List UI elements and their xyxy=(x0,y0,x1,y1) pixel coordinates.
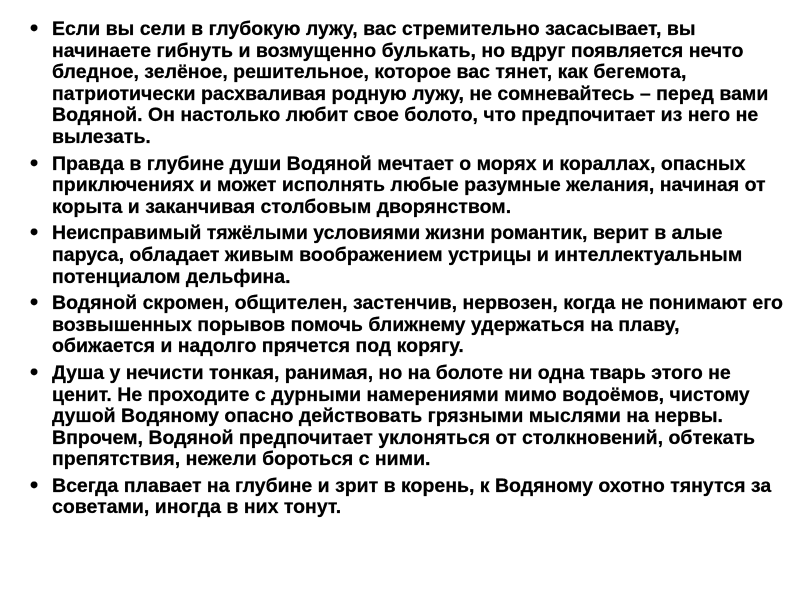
paragraph-text: Водяной скромен, общителен, застенчив, нервозен, когда не понимают его возвышенных порывов помочь ближнему удержаться на плаву, обижается и надолго прячется под корягу. xyxy=(52,292,783,358)
bullet-point-icon: • xyxy=(28,222,41,245)
list-item xyxy=(28,363,783,471)
bullet-point-icon: • xyxy=(28,18,41,40)
paragraph-text: Неисправимый тяжёлыми условиями жизни романтик, верит в алые паруса, обладает живым воображением устрицы и интеллектуальным потенциалом дельфина. xyxy=(52,222,743,288)
bullet-point-icon: • xyxy=(28,474,41,497)
bullet-point-icon: • xyxy=(28,292,41,315)
paragraph-text: Всегда плавает на глубине и зрит в корень, к Водяному охотно тянутся за советами, иногда в них тонут. xyxy=(52,474,772,519)
bullet-list xyxy=(28,19,783,524)
bullet-point-icon: • xyxy=(28,152,41,175)
list-item xyxy=(28,223,783,288)
list-item xyxy=(28,293,783,358)
paragraph-text: Правда в глубине души Водяной мечтает о морях и кораллах, опасных приключениях и может исполнять любые разумные желания, начиная от корыта и заканчивая столбовым дворянством. xyxy=(52,152,766,218)
bullet-point-icon: • xyxy=(28,361,41,384)
paragraph-text: Если вы сели в глубокую лужу, вас стремительно засасывает, вы начинаете гибнуть и возмущенно булькать, но вдруг появляется нечто бледное, зелёное, решительное, которое вас тянет, как бегемота, патриотически расхваливая родную лужу, не сомневайтесь – перед вами Водяной. Он настолько любит свое болото, что предпочитает из него не вылезать. xyxy=(52,18,769,148)
list-item xyxy=(28,19,783,149)
list-item xyxy=(28,154,783,219)
list-item xyxy=(28,476,783,519)
paragraph-text: Душа у нечисти тонкая, ранимая, но на болоте ни одна тварь этого не ценит. Не проходите с дурными намерениями мимо водоёмов, чистому душой Водяному опасно действовать грязными мыслями на нервы. Впрочем, Водяной предпочитает уклоняться от столкновений, обтекать препятствия, нежели бороться с ними. xyxy=(52,361,755,471)
